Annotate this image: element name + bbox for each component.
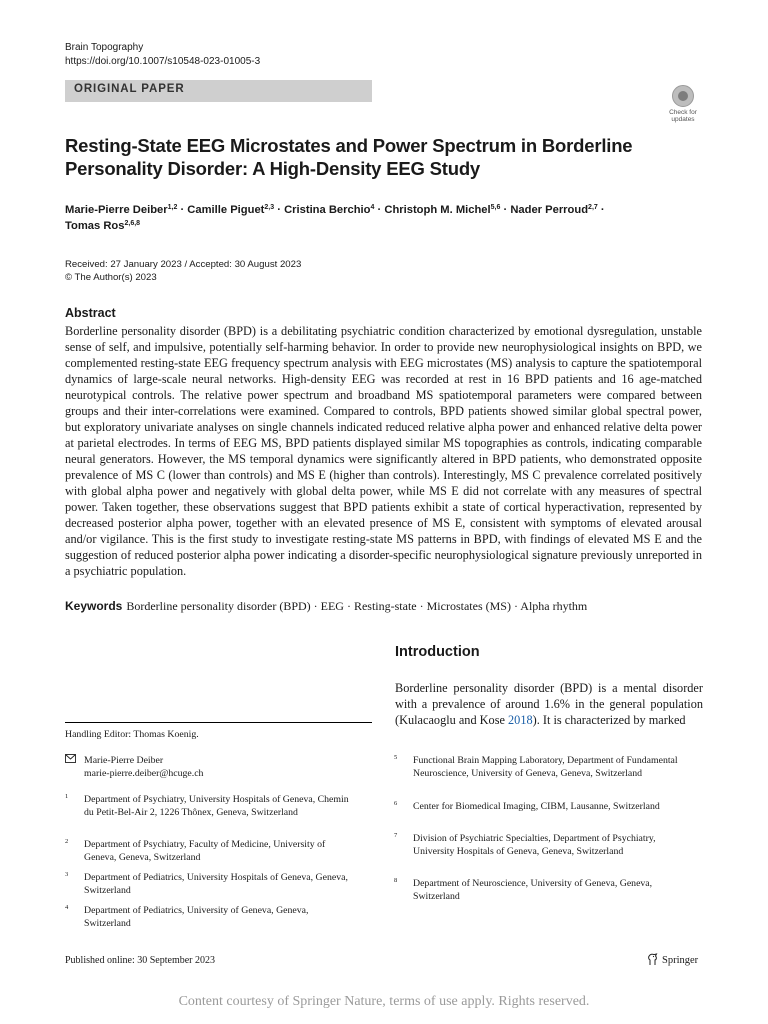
intro-text-after: ). It is characterized by marked bbox=[532, 713, 686, 727]
affiliation-number: 8 bbox=[394, 877, 398, 884]
citation-link[interactable]: 2018 bbox=[508, 713, 533, 727]
affiliation-4 bbox=[65, 904, 365, 932]
author-name[interactable]: Camille Piguet bbox=[187, 204, 265, 216]
author-name[interactable]: Christoph M. Michel bbox=[384, 204, 491, 216]
affiliation-5 bbox=[394, 754, 694, 794]
affiliation-text: Functional Brain Mapping Laboratory, Department of Fundamental Neuroscience, University of Geneva, Geneva, Switzerland bbox=[413, 755, 678, 779]
affiliation-number: 1 bbox=[65, 793, 69, 800]
affiliation-text: Department of Psychiatry, Faculty of Medicine, University of Geneva, Geneva, Switzerland bbox=[84, 839, 326, 863]
affiliation-text: Center for Biomedical Imaging, CIBM, Lausanne, Switzerland bbox=[413, 801, 660, 812]
doi-link[interactable]: https://doi.org/10.1007/s10548-023-01005-3 bbox=[65, 56, 261, 67]
affiliation-text: Department of Pediatrics, University Hospitals of Geneva, Geneva, Switzerland bbox=[84, 872, 348, 896]
affiliation-number: 6 bbox=[394, 800, 398, 807]
article-type-band bbox=[65, 80, 372, 102]
affiliation-1 bbox=[65, 793, 365, 833]
check-for-updates-badge[interactable] bbox=[664, 83, 702, 125]
introduction-text bbox=[395, 680, 703, 728]
affiliation-number: 5 bbox=[394, 754, 398, 761]
introduction-heading: Introduction bbox=[395, 644, 480, 660]
affiliation-text: Division of Psychiatric Specialties, Department of Psychiatry, University Hospitals of Geneva, Geneva, Switzerland bbox=[413, 833, 656, 857]
affiliation-number: 3 bbox=[65, 871, 69, 878]
author-name[interactable]: Cristina Berchio bbox=[284, 204, 371, 216]
badge-line-1: Check for bbox=[669, 109, 697, 116]
correspondence-name: Marie-Pierre Deiber bbox=[84, 755, 164, 766]
copyright-notice: © The Author(s) 2023 bbox=[65, 272, 157, 283]
envelope-icon bbox=[65, 754, 76, 767]
handling-editor: Handling Editor: Thomas Koenig. bbox=[65, 729, 199, 740]
affiliation-number: 4 bbox=[65, 904, 69, 911]
footnote-divider bbox=[65, 722, 372, 723]
affiliation-text: Department of Neuroscience, University of Geneva, Geneva, Switzerland bbox=[413, 878, 653, 902]
keywords bbox=[65, 598, 705, 614]
author-affiliation-marks: 5,6 bbox=[490, 204, 501, 211]
check-for-updates-icon bbox=[672, 85, 694, 107]
abstract-heading: Abstract bbox=[65, 306, 116, 320]
author-affiliation-marks: 2,7 bbox=[588, 204, 598, 211]
author-name[interactable]: Tomas Ros bbox=[65, 220, 125, 232]
affiliation-3 bbox=[65, 871, 365, 899]
author-name[interactable]: Marie-Pierre Deiber bbox=[65, 204, 168, 216]
published-online: Published online: 30 September 2023 bbox=[65, 955, 215, 966]
author-name[interactable]: Nader Perroud bbox=[510, 204, 589, 216]
correspondence-block bbox=[65, 754, 365, 782]
affiliation-text: Department of Pediatrics, University of Geneva, Geneva, Switzerland bbox=[84, 905, 309, 929]
author-affiliation-marks: 4 bbox=[370, 204, 375, 211]
correspondence-lines bbox=[84, 754, 354, 780]
article-title: Resting-State EEG Microstates and Power Spectrum in Borderline Personality Disorder: A High-Density EEG Study bbox=[65, 135, 633, 179]
received-accepted-dates: Received: 27 January 2023 / Accepted: 30 August 2023 bbox=[65, 259, 302, 270]
courtesy-notice: Content courtesy of Springer Nature, terms of use apply. Rights reserved. bbox=[178, 994, 590, 1009]
abstract-text: Borderline personality disorder (BPD) is a debilitating psychiatric condition characterized by emotional dysregulation, unstable sense of self, and impulsive, potentially self-harming behavior. In order to provide new neurophysiological insights on BPD, we complemented resting-state EEG frequency spectrum analysis with EEG microstates (MS) analysis to capture the spatiotemporal dynamics of large-scale neural networks. High-density EEG was recorded at rest in 16 BPD patients and 16 age-matched neurotypical controls. The relative power spectrum and broadband MS spatiotemporal parameters were compared between groups and their inter-correlations were examined. Compared to controls, BPD patients showed similar global spectral power, but exploratory univariate analyses on single channels indicated reduced relative alpha power and enhanced relative delta power at parietal electrodes. In terms of EEG MS, BPD patients displayed similar MS topographies as controls, indicating comparable neural generators. However, the MS temporal dynamics were significantly altered in BPD patients, who demonstrated opposite prevalence of MS C (lower than controls) and MS E (higher than controls). Interestingly, MS C prevalence correlated positively with global alpha power and negatively with global delta power, while MS E did not correlate with any measures of spectral power. Taken together, these observations suggest that BPD patients exhibit a state of cortical hyperactivation, represented by decreased posterior alpha power, together with an elevated presence of MS E, consistent with symptoms of elevated arousal and/or vigilance. This is the first study to investigate resting-state MS patterns in BPD, with findings of elevated MS E and the suggestion of reduced posterior alpha power indicating a disorder-specific neurophysiological signature previously unreported in a psychiatric population. bbox=[65, 324, 702, 578]
affiliation-number: 2 bbox=[65, 838, 69, 845]
intro-text-before: Borderline personality disorder (BPD) is a mental disorder with a prevalence of around 1.6% in the general population (Kulacaoglu and Kose bbox=[395, 681, 703, 727]
publisher-logo bbox=[647, 953, 698, 969]
keywords-text: Borderline personality disorder (BPD) · EEG · Resting-state · Microstates (MS) · Alpha rhythm bbox=[126, 599, 588, 613]
author-affiliation-marks: 2,6,8 bbox=[124, 220, 141, 227]
article-type-label: ORIGINAL PAPER bbox=[74, 83, 185, 95]
affiliation-8 bbox=[394, 877, 694, 905]
affiliation-6 bbox=[394, 800, 694, 828]
affiliation-number: 7 bbox=[394, 832, 398, 839]
publisher-name: Springer bbox=[662, 955, 699, 966]
keywords-label: Keywords bbox=[65, 599, 123, 613]
affiliation-7 bbox=[394, 832, 694, 872]
affiliation-2 bbox=[65, 838, 365, 866]
affiliation-text: Department of Psychiatry, University Hospitals of Geneva, Chemin du Petit-Bel-Air 2, 1226 Thônex, Geneva, Switzerland bbox=[84, 794, 349, 818]
author-affiliation-marks: 1,2 bbox=[167, 204, 178, 211]
springer-horse-icon bbox=[647, 953, 658, 969]
author-list: Marie-Pierre Deiber$^{1,2}$ · Camille Piguet$^{2,3}$ · Cristina Berchio$^4$ · Christoph M. Michel$^{5,6}$ · Nader Perroud$^{2,7}$ · Tomas Ros$^{2,6,8}$ bbox=[65, 204, 605, 232]
journal-name: Brain Topography bbox=[65, 42, 144, 53]
correspondence-email[interactable]: marie-pierre.deiber@hcuge.ch bbox=[84, 768, 204, 779]
badge-line-2: updates bbox=[671, 116, 695, 123]
author-affiliation-marks: 2,3 bbox=[264, 204, 275, 211]
